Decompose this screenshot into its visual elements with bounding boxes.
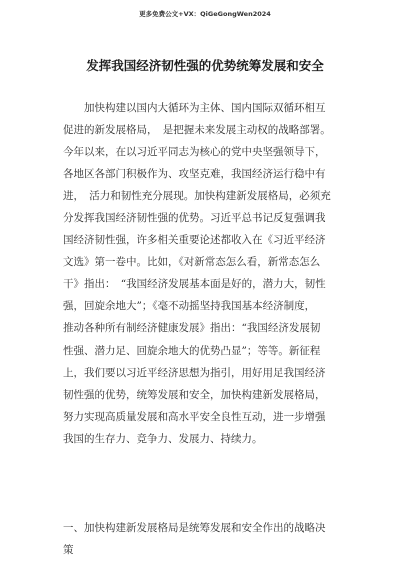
paragraph-line: 各地区各部门积极作为、攻坚克难，我国经济运行稳中有 bbox=[63, 168, 326, 181]
body-paragraph bbox=[63, 97, 351, 450]
document-title: 发挥我国经济韧性强的优势统筹发展和安全 bbox=[86, 58, 324, 73]
paragraph-line: 分发挥我国经济韧性强的优势。习近平总书记反复强调我 bbox=[63, 212, 326, 225]
paragraph-line: 国经济韧性强，许多相关重要论述都收入在《习近平经济 bbox=[63, 234, 326, 247]
paragraph-line: 韧性强的优势，统筹发展和安全，加快构建新发展格局， bbox=[63, 388, 326, 401]
section-heading-line: 一、加快构建新发展格局是统筹发展和安全作出的战略决 bbox=[63, 522, 326, 534]
section-heading bbox=[63, 517, 353, 561]
paragraph-line: 今年以来，在以习近平同志为核心的党中央坚强领导下， bbox=[63, 146, 326, 159]
paragraph-line: 加快构建以国内大循环为主体、国内国际双循环相互 bbox=[63, 102, 326, 114]
paragraph-line: 干》指出： “我国经济发展基本面是好的，潜力大，韧性 bbox=[63, 278, 326, 291]
paragraph-line: 进， 活力和韧性充分展现。加快构建新发展格局，必须充 bbox=[63, 190, 331, 203]
paragraph-line: 文选》第一卷中。比如，《对新常态怎么看，新常态怎么 bbox=[63, 256, 321, 269]
paragraph-line: 促进的新发展格局， 是把握未来发展主动权的战略部署。 bbox=[63, 124, 331, 137]
paragraph-line: 努力实现高质量发展和高水平安全良性互动，进一步增强 bbox=[63, 410, 326, 423]
paragraph-line: 性强、潜力足、回旋余地大的优势凸显”；等等。新征程 bbox=[63, 344, 321, 357]
section-heading-line: 策 bbox=[63, 544, 74, 557]
paragraph-line: 强，回旋余地大”；《毫不动摇坚持我国基本经济制度， bbox=[63, 300, 316, 313]
paragraph-line: 推动各种所有制经济健康发展》指出：“我国经济发展韧 bbox=[63, 322, 321, 335]
header-note: 更多免费公文+VX：QiGeGongWen2024 bbox=[139, 10, 271, 18]
paragraph-line: 我国的生存力、竞争力、发展力、持续力。 bbox=[63, 432, 263, 445]
paragraph-line: 上，我们要以习近平经济思想为指引，用好用足我国经济 bbox=[63, 366, 326, 379]
